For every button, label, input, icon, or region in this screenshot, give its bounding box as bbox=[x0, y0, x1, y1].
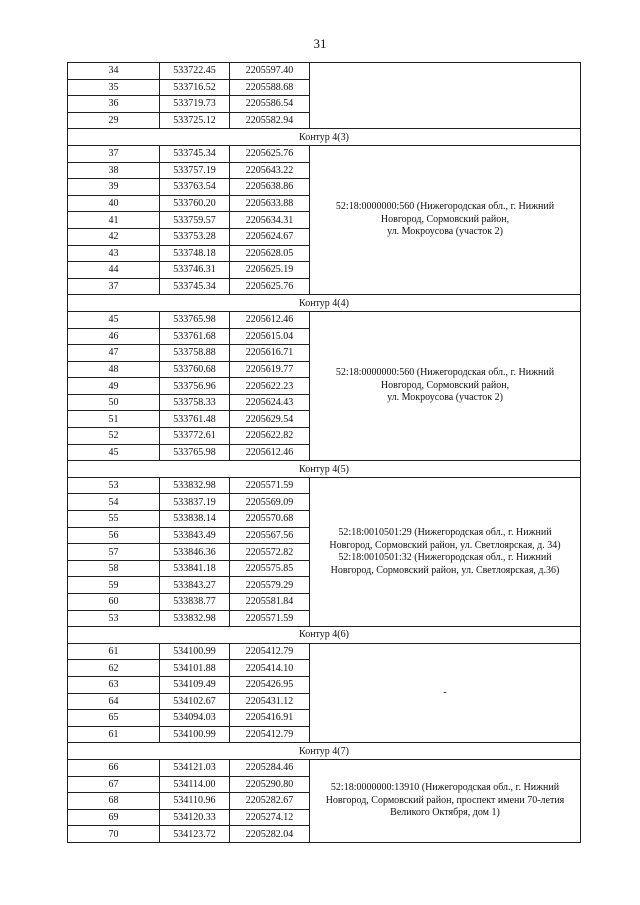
y-coordinate: 2205571.59 bbox=[230, 610, 310, 627]
point-number: 70 bbox=[68, 826, 160, 843]
x-coordinate: 534120.33 bbox=[160, 809, 230, 826]
point-number: 46 bbox=[68, 328, 160, 345]
point-number: 58 bbox=[68, 560, 160, 577]
y-coordinate: 2205625.76 bbox=[230, 145, 310, 162]
point-number: 43 bbox=[68, 245, 160, 262]
y-coordinate: 2205431.12 bbox=[230, 693, 310, 710]
y-coordinate: 2205414.10 bbox=[230, 660, 310, 677]
point-number: 37 bbox=[68, 145, 160, 162]
point-number: 54 bbox=[68, 494, 160, 511]
x-coordinate: 533761.48 bbox=[160, 411, 230, 428]
point-number: 52 bbox=[68, 428, 160, 445]
point-number: 50 bbox=[68, 394, 160, 411]
cadastral-description-line: Новгород, Сормовский район, проспект имени 70-летия bbox=[325, 794, 565, 806]
y-coordinate: 2205571.59 bbox=[230, 477, 310, 494]
y-coordinate: 2205624.43 bbox=[230, 394, 310, 411]
point-number: 57 bbox=[68, 544, 160, 561]
x-coordinate: 533753.28 bbox=[160, 228, 230, 245]
x-coordinate: 533760.20 bbox=[160, 195, 230, 212]
point-number: 61 bbox=[68, 726, 160, 743]
point-number: 40 bbox=[68, 195, 160, 212]
y-coordinate: 2205586.54 bbox=[230, 96, 310, 113]
point-number: 62 bbox=[68, 660, 160, 677]
x-coordinate: 534114.00 bbox=[160, 776, 230, 793]
y-coordinate: 2205622.82 bbox=[230, 428, 310, 445]
x-coordinate: 534121.03 bbox=[160, 759, 230, 776]
x-coordinate: 533716.52 bbox=[160, 79, 230, 96]
point-number: 61 bbox=[68, 643, 160, 660]
y-coordinate: 2205625.76 bbox=[230, 278, 310, 295]
point-number: 53 bbox=[68, 610, 160, 627]
x-coordinate: 533756.96 bbox=[160, 378, 230, 395]
x-coordinate: 533725.12 bbox=[160, 112, 230, 129]
x-coordinate: 533843.49 bbox=[160, 527, 230, 544]
y-coordinate: 2205581.84 bbox=[230, 594, 310, 611]
y-coordinate: 2205612.46 bbox=[230, 444, 310, 461]
x-coordinate: 533748.18 bbox=[160, 245, 230, 262]
x-coordinate: 534123.72 bbox=[160, 826, 230, 843]
cadastral-description-line: 52:18:0010501:32 (Нижегородская обл., г. Нижний bbox=[338, 552, 552, 564]
cadastral-description bbox=[310, 311, 581, 460]
point-number: 35 bbox=[68, 79, 160, 96]
x-coordinate: 533759.57 bbox=[160, 212, 230, 229]
table-row bbox=[68, 63, 581, 80]
point-number: 49 bbox=[68, 378, 160, 395]
y-coordinate: 2205282.04 bbox=[230, 826, 310, 843]
point-number: 56 bbox=[68, 527, 160, 544]
cadastral-description bbox=[310, 643, 581, 743]
x-coordinate: 534110.96 bbox=[160, 793, 230, 810]
y-coordinate: 2205572.82 bbox=[230, 544, 310, 561]
cadastral-description-line: Новгород, Сормовский район, bbox=[380, 213, 510, 225]
contour-heading: Контур 4(5) bbox=[68, 461, 581, 478]
x-coordinate: 533761.68 bbox=[160, 328, 230, 345]
y-coordinate: 2205579.29 bbox=[230, 577, 310, 594]
point-number: 48 bbox=[68, 361, 160, 378]
y-coordinate: 2205597.40 bbox=[230, 63, 310, 80]
y-coordinate: 2205570.68 bbox=[230, 511, 310, 528]
point-number: 66 bbox=[68, 759, 160, 776]
y-coordinate: 2205643.22 bbox=[230, 162, 310, 179]
point-number: 36 bbox=[68, 96, 160, 113]
y-coordinate: 2205575.85 bbox=[230, 560, 310, 577]
point-number: 29 bbox=[68, 112, 160, 129]
y-coordinate: 2205622.23 bbox=[230, 378, 310, 395]
cadastral-description-line: ул. Мокроусова (участок 2) bbox=[387, 226, 503, 238]
point-number: 55 bbox=[68, 511, 160, 528]
point-number: 60 bbox=[68, 594, 160, 611]
x-coordinate: 533758.33 bbox=[160, 394, 230, 411]
y-coordinate: 2205615.04 bbox=[230, 328, 310, 345]
x-coordinate: 533843.27 bbox=[160, 577, 230, 594]
contour-heading-row bbox=[68, 295, 581, 312]
x-coordinate: 533841.18 bbox=[160, 560, 230, 577]
cadastral-description-line: ул. Мокроусова (участок 2) bbox=[387, 392, 503, 404]
y-coordinate: 2205629.54 bbox=[230, 411, 310, 428]
contour-heading: Контур 4(4) bbox=[68, 295, 581, 312]
y-coordinate: 2205274.12 bbox=[230, 809, 310, 826]
y-coordinate: 2205612.46 bbox=[230, 311, 310, 328]
y-coordinate: 2205567.56 bbox=[230, 527, 310, 544]
page-number: 31 bbox=[313, 36, 327, 51]
cadastral-description bbox=[310, 63, 581, 129]
contour-heading-row bbox=[68, 743, 581, 760]
y-coordinate: 2205412.79 bbox=[230, 726, 310, 743]
y-coordinate: 2205638.86 bbox=[230, 179, 310, 196]
point-number: 42 bbox=[68, 228, 160, 245]
y-coordinate: 2205290.80 bbox=[230, 776, 310, 793]
x-coordinate: 534100.99 bbox=[160, 726, 230, 743]
cadastral-description-line: 52:18:0000000:560 (Нижегородская обл., г. Нижний bbox=[335, 201, 555, 213]
cadastral-description-line: - bbox=[443, 686, 447, 698]
point-number: 69 bbox=[68, 809, 160, 826]
point-number: 65 bbox=[68, 710, 160, 727]
point-number: 47 bbox=[68, 345, 160, 362]
y-coordinate: 2205628.05 bbox=[230, 245, 310, 262]
y-coordinate: 2205282.67 bbox=[230, 793, 310, 810]
point-number: 39 bbox=[68, 179, 160, 196]
cadastral-description-line: 52:18:0010501:29 (Нижегородская обл., г. Нижний bbox=[338, 527, 552, 539]
cadastral-description-line: Великого Октября, дом 1) bbox=[390, 807, 500, 819]
y-coordinate: 2205412.79 bbox=[230, 643, 310, 660]
x-coordinate: 533719.73 bbox=[160, 96, 230, 113]
x-coordinate: 533746.31 bbox=[160, 262, 230, 279]
x-coordinate: 533838.14 bbox=[160, 511, 230, 528]
x-coordinate: 534094.03 bbox=[160, 710, 230, 727]
x-coordinate: 533763.54 bbox=[160, 179, 230, 196]
cadastral-description bbox=[310, 759, 581, 842]
y-coordinate: 2205616.71 bbox=[230, 345, 310, 362]
cadastral-description bbox=[310, 145, 581, 294]
x-coordinate: 533765.98 bbox=[160, 311, 230, 328]
x-coordinate: 534100.99 bbox=[160, 643, 230, 660]
contour-heading: Контур 4(7) bbox=[68, 743, 581, 760]
x-coordinate: 533837.19 bbox=[160, 494, 230, 511]
cadastral-description-line: Новгород, Сормовский район, ул. Светлоярская, д.36) bbox=[330, 564, 560, 576]
x-coordinate: 533832.98 bbox=[160, 477, 230, 494]
y-coordinate: 2205633.88 bbox=[230, 195, 310, 212]
x-coordinate: 533745.34 bbox=[160, 145, 230, 162]
cadastral-description-line: 52:18:0000000:13910 (Нижегородская обл., г. Нижний bbox=[330, 782, 560, 794]
y-coordinate: 2205569.09 bbox=[230, 494, 310, 511]
point-number: 64 bbox=[68, 693, 160, 710]
x-coordinate: 533838.77 bbox=[160, 594, 230, 611]
x-coordinate: 533745.34 bbox=[160, 278, 230, 295]
coordinates-table bbox=[67, 62, 581, 843]
cadastral-description bbox=[310, 477, 581, 626]
x-coordinate: 534101.88 bbox=[160, 660, 230, 677]
point-number: 67 bbox=[68, 776, 160, 793]
contour-heading: Контур 4(6) bbox=[68, 627, 581, 644]
x-coordinate: 533758.88 bbox=[160, 345, 230, 362]
contour-heading: Контур 4(3) bbox=[68, 129, 581, 146]
y-coordinate: 2205634.31 bbox=[230, 212, 310, 229]
x-coordinate: 533846.36 bbox=[160, 544, 230, 561]
point-number: 45 bbox=[68, 444, 160, 461]
y-coordinate: 2205426.95 bbox=[230, 676, 310, 693]
y-coordinate: 2205284.46 bbox=[230, 759, 310, 776]
cadastral-description-line: 52:18:0000000:560 (Нижегородская обл., г. Нижний bbox=[335, 367, 555, 379]
y-coordinate: 2205624.67 bbox=[230, 228, 310, 245]
point-number: 38 bbox=[68, 162, 160, 179]
coordinates-table-body bbox=[68, 63, 581, 843]
table-row bbox=[68, 643, 581, 660]
point-number: 59 bbox=[68, 577, 160, 594]
contour-heading-row bbox=[68, 461, 581, 478]
x-coordinate: 534109.49 bbox=[160, 676, 230, 693]
point-number: 53 bbox=[68, 477, 160, 494]
contour-heading-row bbox=[68, 129, 581, 146]
y-coordinate: 2205625.19 bbox=[230, 262, 310, 279]
x-coordinate: 533757.19 bbox=[160, 162, 230, 179]
x-coordinate: 533765.98 bbox=[160, 444, 230, 461]
x-coordinate: 534102.67 bbox=[160, 693, 230, 710]
point-number: 41 bbox=[68, 212, 160, 229]
table-row bbox=[68, 759, 581, 776]
table-row bbox=[68, 311, 581, 328]
contour-heading-row bbox=[68, 627, 581, 644]
point-number: 63 bbox=[68, 676, 160, 693]
y-coordinate: 2205582.94 bbox=[230, 112, 310, 129]
cadastral-description-line: Новгород, Сормовский район, bbox=[380, 379, 510, 391]
point-number: 51 bbox=[68, 411, 160, 428]
x-coordinate: 533760.68 bbox=[160, 361, 230, 378]
table-row bbox=[68, 477, 581, 494]
point-number: 45 bbox=[68, 311, 160, 328]
point-number: 44 bbox=[68, 262, 160, 279]
point-number: 37 bbox=[68, 278, 160, 295]
x-coordinate: 533832.98 bbox=[160, 610, 230, 627]
table-row bbox=[68, 145, 581, 162]
point-number: 68 bbox=[68, 793, 160, 810]
point-number: 34 bbox=[68, 63, 160, 80]
y-coordinate: 2205416.91 bbox=[230, 710, 310, 727]
cadastral-description-line: Новгород, Сормовский район, ул. Светлоярская, д. 34) bbox=[329, 539, 561, 551]
x-coordinate: 533722.45 bbox=[160, 63, 230, 80]
x-coordinate: 533772.61 bbox=[160, 428, 230, 445]
y-coordinate: 2205619.77 bbox=[230, 361, 310, 378]
y-coordinate: 2205588.68 bbox=[230, 79, 310, 96]
